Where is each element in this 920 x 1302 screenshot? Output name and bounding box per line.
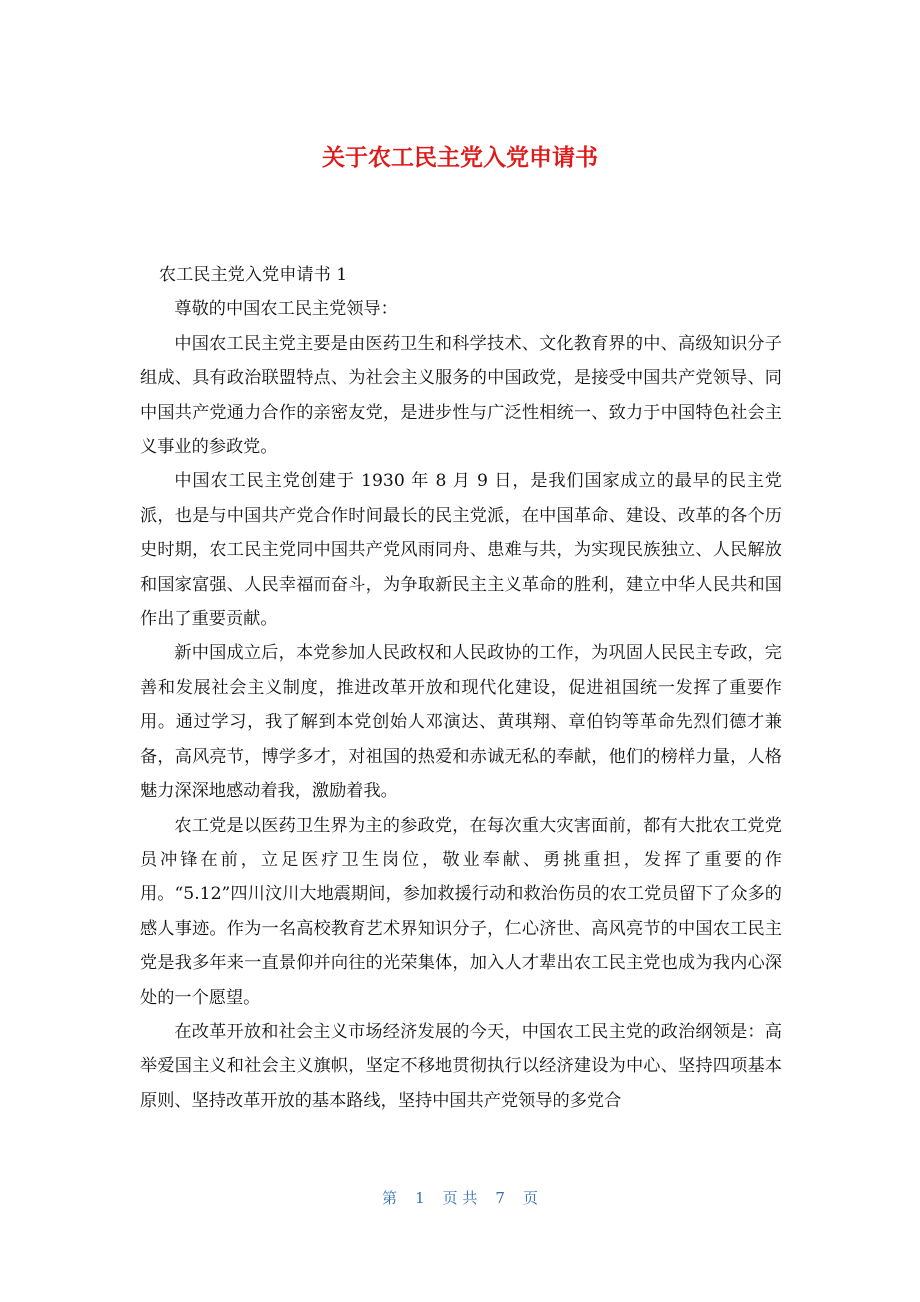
footer-total-pages: 7 xyxy=(495,1189,505,1207)
document-title: 关于农工民主党入党申请书 xyxy=(322,145,598,171)
paragraph: 中国农工民主党主要是由医药卫生和科学技术、文化教育界的中、高级知识分子组成、具有政治联盟特点、为社会主义服务的中国政党，是接受中国共产党领导、同中国共产党通力合作的亲密友党，是进步性与广泛性相统一、致力于中国特色社会主义事业的参政党。 xyxy=(140,333,782,458)
paragraph: 新中国成立后，本党参加人民政权和人民政协的工作，为巩固人民民主专政，完善和发展社会主义制度，推进改革开放和现代化建设，促进祖国统一发挥了重要作用。通过学习，我了解到本党创始人邓演达、黄琪翔、章伯钧等革命先烈们德才兼备，高风亮节，博学多才，对祖国的热爱和赤诚无私的奉献，他们的榜样力量，人格魅力深深地感动着我，激励着我。 xyxy=(140,643,782,802)
footer-label-end: 页 xyxy=(522,1189,538,1207)
paragraph: 农工党是以医药卫生界为主的参政党，在每次重大灾害面前，都有大批农工党党员冲锋在前，立足医疗卫生岗位，敬业奉献、勇挑重担，发挥了重要的作用。“5.12”四川汶川大地震期间，参加救援行动和救治伤员的农工党员留下了众多的感人事迹。作为一名高校教育艺术界知识分子，仁心济世、高风亮节的中国农工民主党是我多年来一直景仰并向往的光荣集体，加入人才辈出农工民主党也成为我内心深处的一个愿望。 xyxy=(140,815,782,1008)
footer-label-total: 页 共 xyxy=(442,1189,478,1207)
paragraph: 中国农工民主党创建于 1930 年 8 月 9 日，是我们国家成立的最早的民主党派，也是与中国共产党合作时间最长的民主党派，在中国革命、建设、改革的各个历史时期，农工民主党同中国共产党风雨同舟、患难与共，为实现民族独立、人民解放和国家富强、人民幸福而奋斗，为争取新民主主义革命的胜利，建立中华人民共和国作出了重要贡献。 xyxy=(140,471,782,630)
document-body xyxy=(140,258,782,1118)
paragraph: 在改革开放和社会主义市场经济发展的今天，中国农工民主党的政治纲领是：高举爱国主义和社会主义旗帜，坚定不移地贯彻执行以经济建设为中心、坚持四项基本原则、坚持改革开放的基本路线，坚持中国共产党领导的多党合 xyxy=(140,1021,782,1111)
page-footer xyxy=(0,1186,920,1210)
salutation: 尊敬的中国农工民主党领导： xyxy=(174,299,398,320)
section-heading: 农工民主党入党申请书 1 xyxy=(158,265,348,285)
footer-label-page: 第 xyxy=(382,1189,398,1207)
footer-current-page: 1 xyxy=(415,1189,425,1207)
